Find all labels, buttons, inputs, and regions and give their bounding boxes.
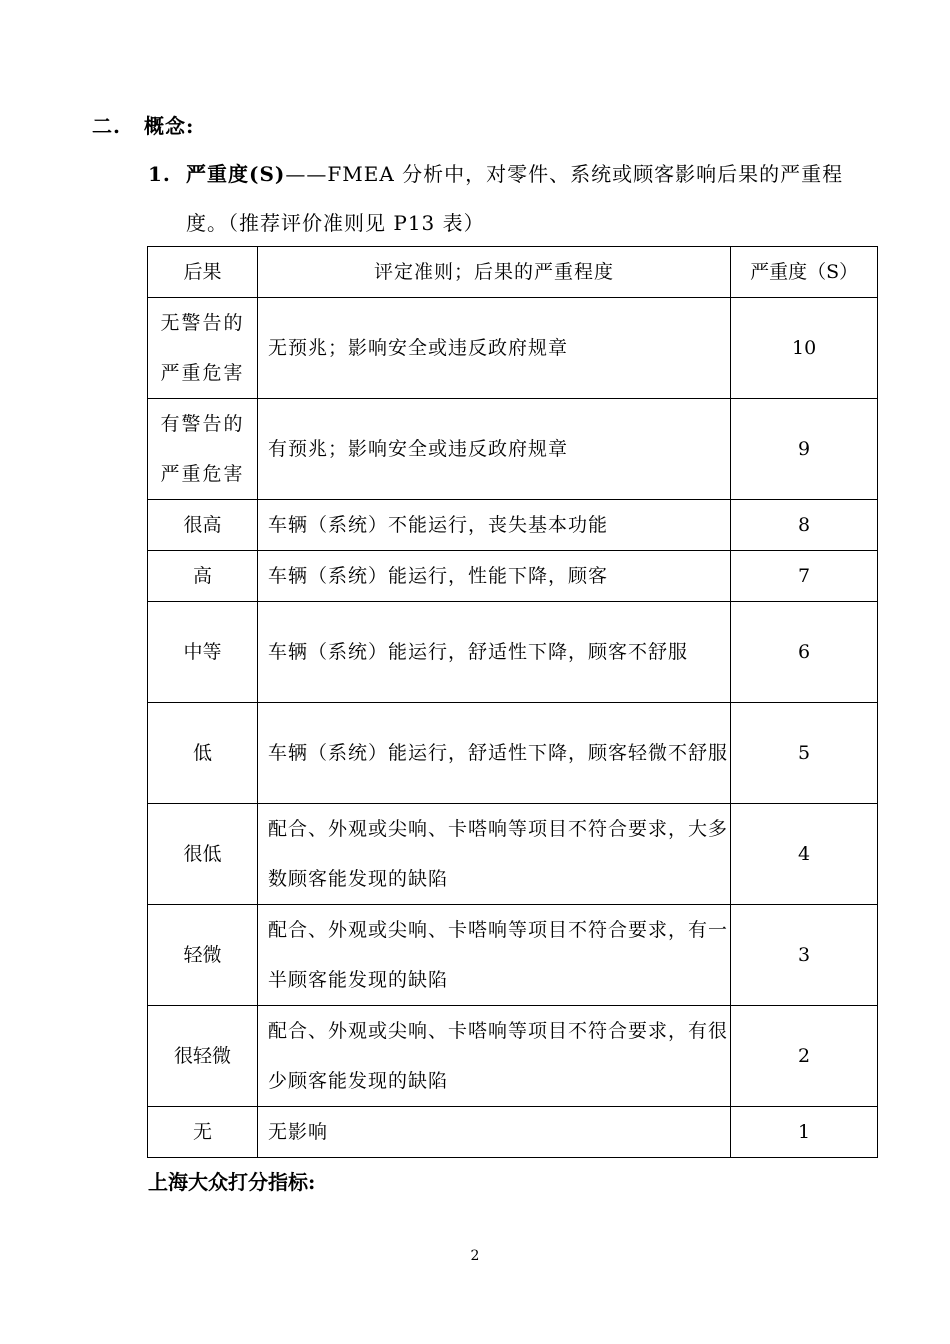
item-definition-line1: FMEA 分析中，对零件、系统或顾客影响后果的严重程 [327,162,844,186]
cell-consequence: 有警告的严重危害 [148,399,258,500]
section-heading [92,110,194,139]
cell-severity: 6 [731,602,878,703]
cell-severity: 3 [731,905,878,1006]
cell-consequence: 高 [148,551,258,602]
table-header-row [148,247,878,298]
cell-consequence: 很高 [148,500,258,551]
cell-criteria: 配合、外观或尖响、卡嗒响等项目不符合要求，大多数顾客能发现的缺陷 [257,804,730,905]
definition-line-2: 度。（推荐评价准则见 P13 表） [186,211,485,235]
table-row [148,1006,878,1107]
cell-criteria: 无影响 [257,1107,730,1158]
cell-criteria: 配合、外观或尖响、卡嗒响等项目不符合要求，有一半顾客能发现的缺陷 [257,905,730,1006]
definition-line-1 [148,158,843,187]
cell-severity: 7 [731,551,878,602]
cell-criteria: 配合、外观或尖响、卡嗒响等项目不符合要求，有很少顾客能发现的缺陷 [257,1006,730,1107]
severity-table [147,246,878,1158]
cell-criteria: 车辆（系统）能运行，舒适性下降，顾客轻微不舒服 [257,703,730,804]
table-row [148,399,878,500]
table-row [148,551,878,602]
cell-criteria: 车辆（系统）能运行，性能下降，顾客 [257,551,730,602]
table-row [148,500,878,551]
cell-consequence: 很低 [148,804,258,905]
item-dash: —— [285,162,328,186]
cell-consequence: 无警告的严重危害 [148,298,258,399]
cell-criteria: 车辆（系统）能运行，舒适性下降，顾客不舒服 [257,602,730,703]
table-row [148,602,878,703]
table-row [148,804,878,905]
cell-severity: 9 [731,399,878,500]
cell-severity: 8 [731,500,878,551]
header-consequence: 后果 [148,247,258,298]
item-number: 1. [148,162,171,186]
cell-consequence: 低 [148,703,258,804]
cell-criteria: 无预兆；影响安全或违反政府规章 [257,298,730,399]
cell-severity: 2 [731,1006,878,1107]
table-row [148,298,878,399]
cell-severity: 1 [731,1107,878,1158]
table-row [148,703,878,804]
section-number: 二. [92,114,121,138]
header-severity: 严重度（S） [731,247,878,298]
page-number: 2 [470,1248,480,1264]
section-title: 概念: [144,114,195,138]
cell-consequence: 中等 [148,602,258,703]
header-criteria: 评定准则；后果的严重程度 [257,247,730,298]
cell-consequence: 轻微 [148,905,258,1006]
cell-criteria: 有预兆；影响安全或违反政府规章 [257,399,730,500]
cell-consequence: 无 [148,1107,258,1158]
cell-severity: 4 [731,804,878,905]
cell-consequence: 很轻微 [148,1006,258,1107]
cell-criteria: 车辆（系统）不能运行，丧失基本功能 [257,500,730,551]
table-row [148,1107,878,1158]
cell-severity: 10 [731,298,878,399]
item-term: 严重度(S) [186,162,286,186]
cell-severity: 5 [731,703,878,804]
table-row [148,905,878,1006]
footer-heading: 上海大众打分指标: [148,1170,316,1194]
